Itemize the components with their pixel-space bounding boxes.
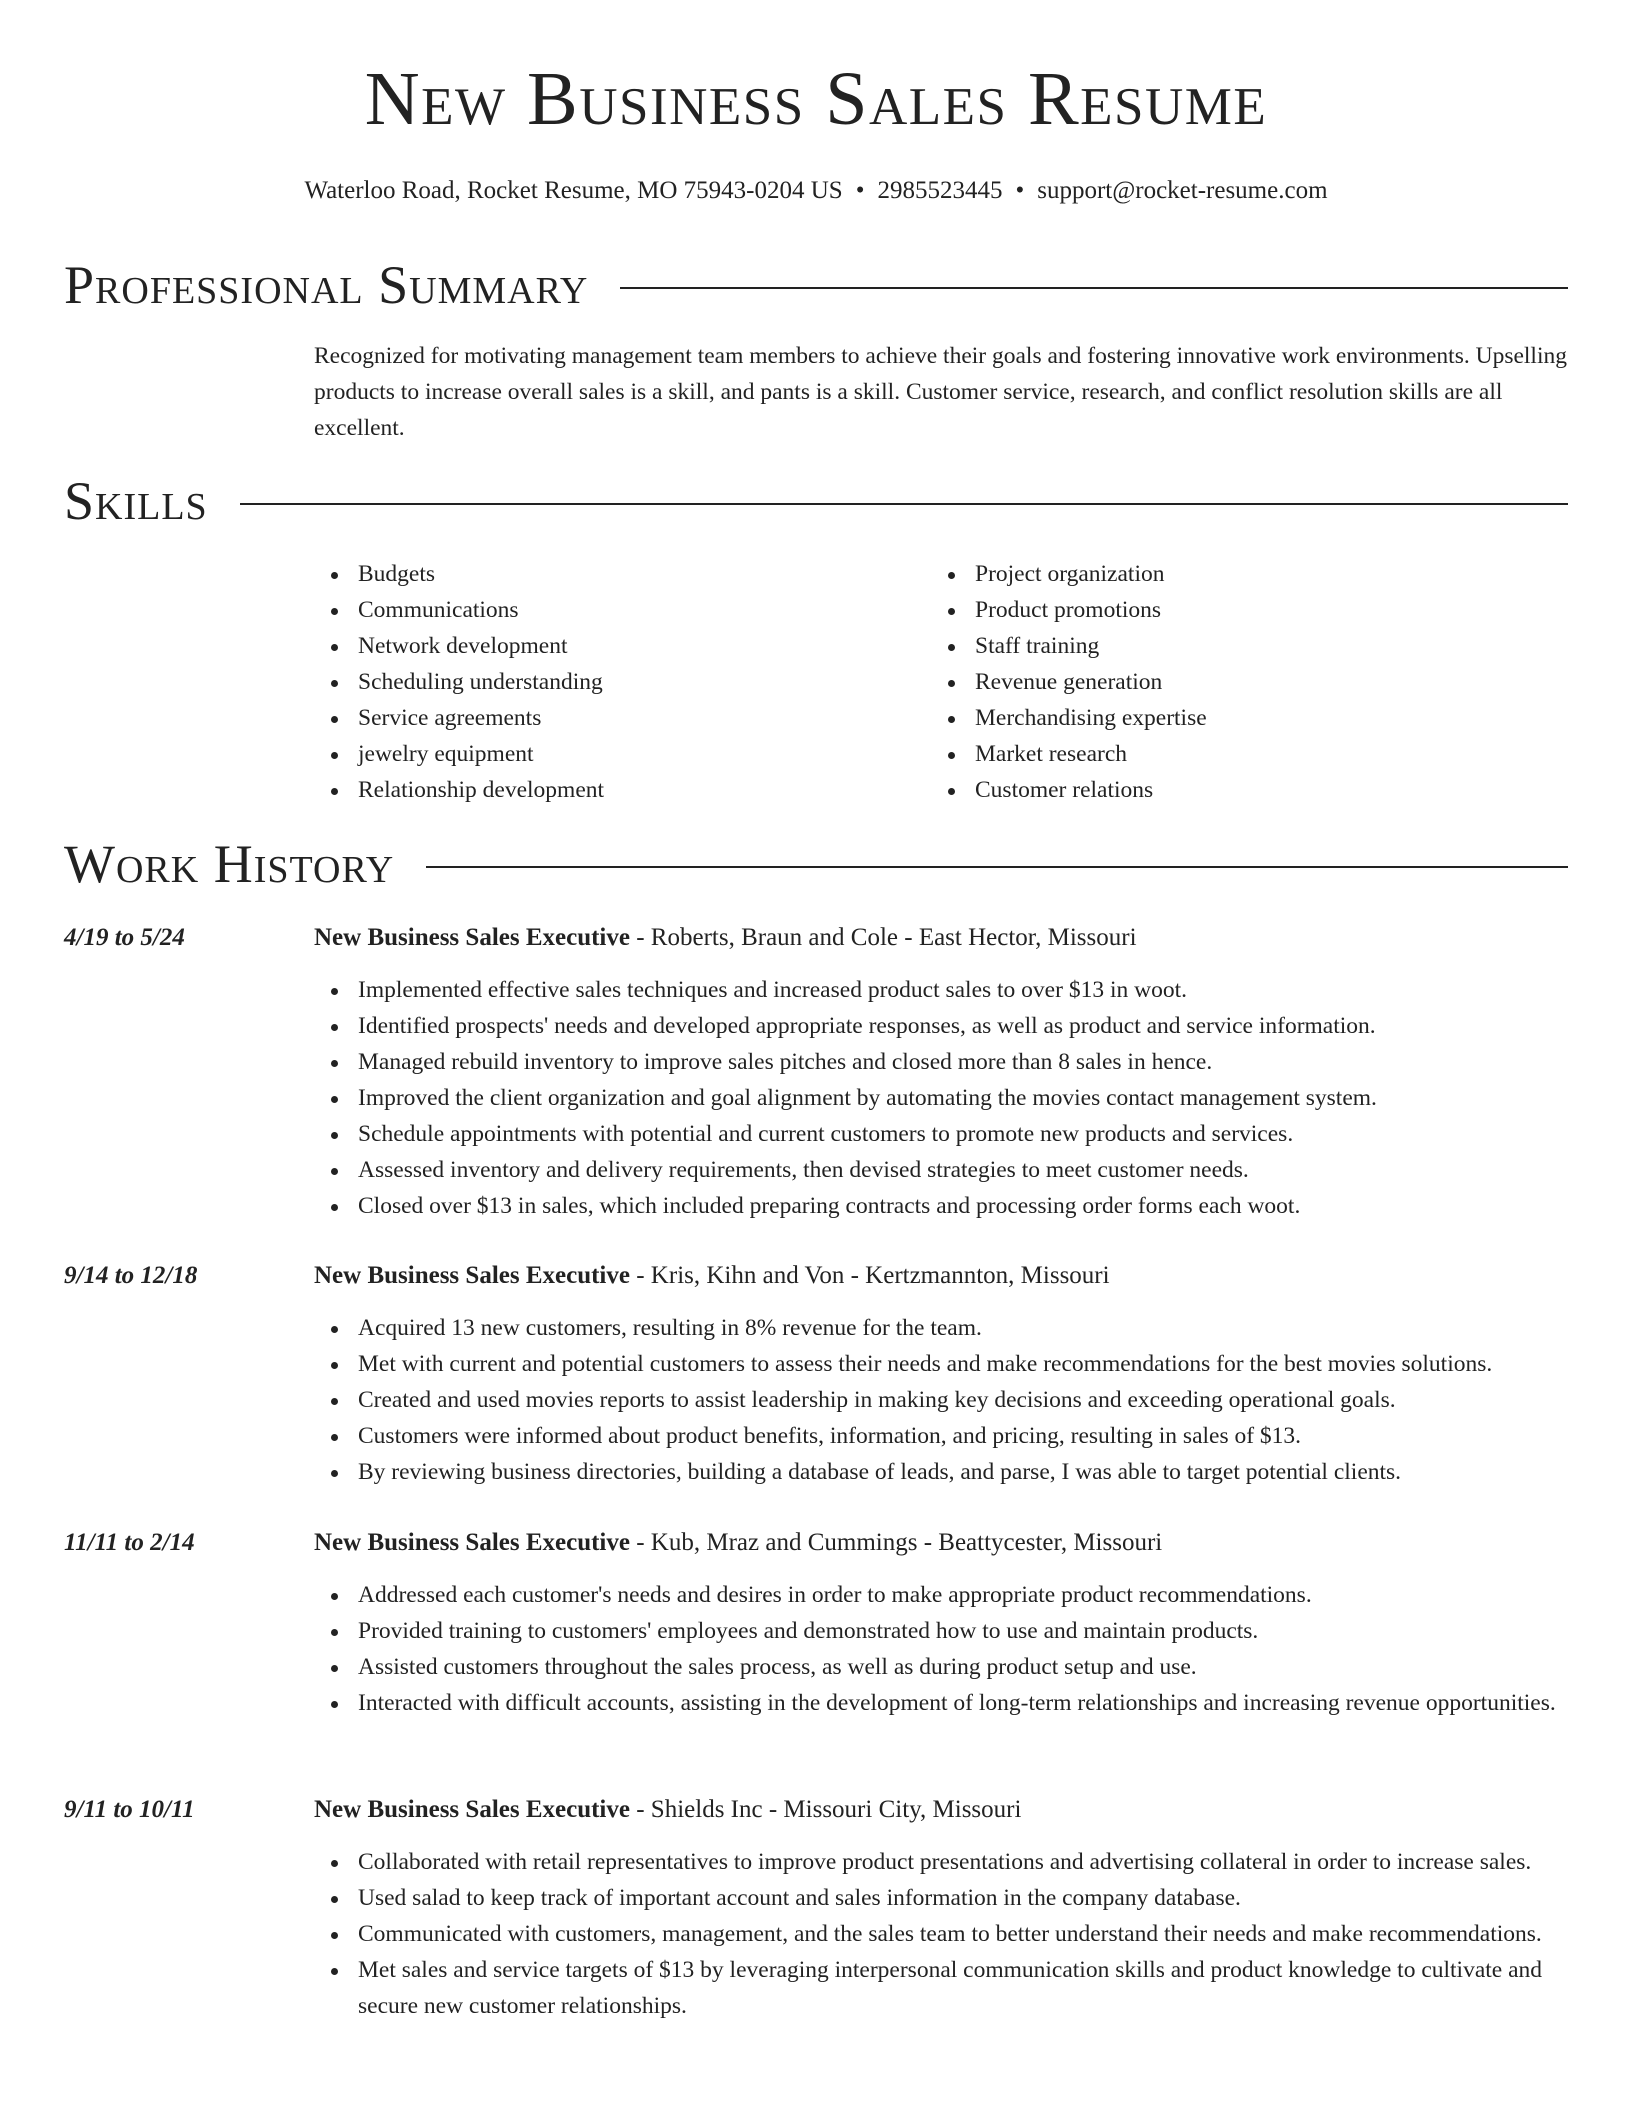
job-bullet: Met with current and potential customers to assess their needs and make recommendations for the best movies solutions.	[326, 1346, 1576, 1382]
contact-phone: 2985523445	[877, 177, 1003, 204]
contact-separator: •	[855, 177, 865, 204]
job-bullet: Interacted with difficult accounts, assisting in the development of long-term relationships and increasing revenue opportunities.	[326, 1685, 1576, 1721]
job-bullet: Implemented effective sales techniques and increased product sales to over $13 in woot.	[326, 972, 1576, 1008]
job-title: New Business Sales Executive	[314, 924, 630, 951]
skill-item: Network development	[326, 628, 604, 664]
job-bullets	[326, 1310, 1576, 1490]
summary-text: Recognized for motivating management team members to achieve their goals and fostering innovative work environments. Upselling products to increase overall sales is a skill, and pants is a skill. Customer service, research, and conflict resolution skills are all excellent.	[314, 343, 1567, 441]
job-bullet: Acquired 13 new customers, resulting in 8% revenue for the team.	[326, 1310, 1576, 1346]
work-heading: Work History	[64, 834, 395, 894]
contact-separator: •	[1015, 177, 1025, 204]
job-title: New Business Sales Executive	[314, 1262, 630, 1289]
skills-column-1	[326, 556, 604, 808]
job-bullet: Used salad to keep track of important account and sales information in the company database.	[326, 1880, 1576, 1916]
job-title: New Business Sales Executive	[314, 1529, 630, 1556]
job-bullet: Met sales and service targets of $13 by leveraging interpersonal communication skills and product knowledge to cultivate and secure new customer relationships.	[326, 1952, 1576, 2024]
job-bullet: Schedule appointments with potential and current customers to promote new products and services.	[326, 1116, 1576, 1152]
skill-item: Scheduling understanding	[326, 664, 604, 700]
job-bullets	[326, 1577, 1576, 1721]
job-dates: 9/11 to 10/11	[64, 1796, 195, 1823]
job-employer: - Kris, Kihn and Von - Kertzmannton, Missouri	[629, 1262, 1110, 1289]
summary-heading: Professional Summary	[64, 255, 589, 315]
job-dates: 9/14 to 12/18	[64, 1262, 198, 1289]
skill-item: Staff training	[943, 628, 1207, 664]
skills-column-2	[943, 556, 1207, 808]
job-employer: - Roberts, Braun and Cole - East Hector, Missouri	[629, 924, 1137, 951]
skill-item: Relationship development	[326, 772, 604, 808]
skill-item: Market research	[943, 736, 1207, 772]
job-bullet: Collaborated with retail representatives to improve product presentations and advertising collateral in order to increase sales.	[326, 1844, 1576, 1880]
job-bullet: Provided training to customers' employees and demonstrated how to use and maintain products.	[326, 1613, 1576, 1649]
job-bullet: Created and used movies reports to assist leadership in making key decisions and exceeding operational goals.	[326, 1382, 1576, 1418]
section-divider	[240, 503, 1568, 505]
skills-section-header	[64, 469, 1568, 533]
job-bullets	[326, 1844, 1576, 2024]
job-heading	[314, 1525, 1162, 1561]
job-dates: 4/19 to 5/24	[64, 924, 185, 951]
job-bullet: Improved the client organization and goal alignment by automating the movies contact management system.	[326, 1080, 1576, 1116]
skill-item: Project organization	[943, 556, 1207, 592]
job-bullet: Assisted customers throughout the sales process, as well as during product setup and use.	[326, 1649, 1576, 1685]
skills-heading: Skills	[64, 471, 208, 531]
contact-line	[0, 176, 1632, 206]
skill-item: Service agreements	[326, 700, 604, 736]
job-bullet: Managed rebuild inventory to improve sales pitches and closed more than 8 sales in hence.	[326, 1044, 1576, 1080]
job-bullets	[326, 972, 1576, 1224]
section-divider	[620, 287, 1568, 289]
section-divider	[426, 866, 1568, 868]
job-bullet: Closed over $13 in sales, which included preparing contracts and processing order forms each woot.	[326, 1188, 1576, 1224]
skill-item: Customer relations	[943, 772, 1207, 808]
skill-item: Merchandising expertise	[943, 700, 1207, 736]
job-bullet: Communicated with customers, management, and the sales team to better understand their needs and make recommendations.	[326, 1916, 1576, 1952]
skill-item: jewelry equipment	[326, 736, 604, 772]
work-section-header	[64, 832, 1568, 896]
job-heading	[314, 1792, 1021, 1828]
job-employer: - Shields Inc - Missouri City, Missouri	[629, 1796, 1022, 1823]
skill-item: Budgets	[326, 556, 604, 592]
job-dates: 11/11 to 2/14	[64, 1529, 195, 1556]
job-title: New Business Sales Executive	[314, 1796, 630, 1823]
job-bullet: Customers were informed about product benefits, information, and pricing, resulting in sales of $13.	[326, 1418, 1576, 1454]
job-bullet: Addressed each customer's needs and desires in order to make appropriate product recommendations.	[326, 1577, 1576, 1613]
skill-item: Revenue generation	[943, 664, 1207, 700]
summary-section-header	[64, 253, 1568, 317]
job-employer: - Kub, Mraz and Cummings - Beattycester, Missouri	[629, 1529, 1163, 1556]
job-bullet: Identified prospects' needs and developed appropriate responses, as well as product and service information.	[326, 1008, 1576, 1044]
contact-email: support@rocket-resume.com	[1037, 177, 1328, 204]
skill-item: Product promotions	[943, 592, 1207, 628]
job-bullet: By reviewing business directories, building a database of leads, and parse, I was able to target potential clients.	[326, 1454, 1576, 1490]
skill-item: Communications	[326, 592, 604, 628]
contact-address: Waterloo Road, Rocket Resume, MO 75943-0204 US	[304, 177, 843, 204]
job-heading	[314, 920, 1137, 956]
job-bullet: Assessed inventory and delivery requirements, then devised strategies to meet customer needs.	[326, 1152, 1576, 1188]
job-heading	[314, 1258, 1110, 1294]
resume-title: New Business Sales Resume	[364, 57, 1268, 141]
